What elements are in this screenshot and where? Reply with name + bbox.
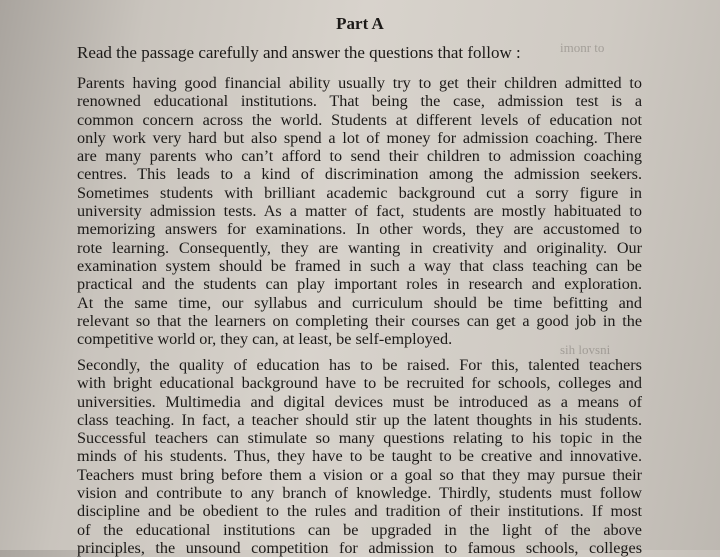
passage-line: Parents having good financial ability usually try to get their children admitted to bbox=[77, 74, 642, 92]
passage-paragraph-2 bbox=[77, 356, 642, 557]
passage-line: universities. Multimedia and digital devices must be introduced as a means of bbox=[77, 392, 642, 411]
passage-line: competitive world or, they can, at least, be self-employed. bbox=[77, 330, 453, 349]
passage-line: centres. This leads to a kind of discrimination among the admission seekers. bbox=[77, 165, 642, 184]
passage-line: principles, the unsound competition for admission to famous schools, colleges bbox=[77, 538, 642, 557]
passage-line: common concern across the world. Students at different levels of education not bbox=[77, 110, 642, 129]
passage-line: of the educational institutions can be upgraded in the light of the above bbox=[77, 520, 642, 539]
passage-line: At the same time, our syllabus and curriculum should be time befitting and bbox=[77, 293, 642, 312]
instruction-text: Read the passage carefully and answer the questions that follow : bbox=[77, 43, 521, 62]
passage-line: minds of his students. Thus, they have to be taught to be creative and innovative. bbox=[77, 447, 642, 466]
passage-line: Secondly, the quality of education has to be raised. For this, talented teachers bbox=[77, 356, 642, 374]
passage-line: relevant so that the learners on completing their courses can get a good job in the bbox=[77, 311, 642, 330]
passage-line: discipline and be obedient to the rules and tradition of their institutions. If most bbox=[77, 502, 642, 521]
bleed-through-text: imonr to bbox=[560, 40, 605, 55]
passage-line: renowned educational institutions. That being the case, admission test is a bbox=[77, 92, 642, 111]
passage-line: practical and the students can play important roles in research and exploration. bbox=[77, 275, 642, 294]
part-title: Part A bbox=[336, 14, 384, 33]
passage-line: class teaching. In fact, a teacher should stir up the latent thoughts in his students. bbox=[77, 410, 642, 429]
passage-line: rote learning. Consequently, they are wanting in creativity and originality. Our bbox=[77, 238, 642, 257]
passage-line: Successful teachers can stimulate so many questions relating to his topic in the bbox=[77, 429, 642, 448]
passage-line: with bright educational background have to be recruited for schools, colleges and bbox=[77, 374, 642, 393]
passage-line: university admission tests. As a matter of fact, students are mostly habituated to bbox=[77, 202, 642, 221]
passage-line: Sometimes students with brilliant academic background cut a sorry figure in bbox=[77, 183, 642, 202]
bleed-through-text: sih lovsni bbox=[560, 342, 611, 357]
passage-line: memorizing answers for examinations. In other words, they are accustomed to bbox=[77, 220, 642, 239]
passage-line: Teachers must bring before them a vision or a goal so that they may pursue their bbox=[77, 465, 642, 484]
passage-line: examination system should be framed in such a way that class teaching can be bbox=[77, 256, 642, 275]
passage-line: vision and contribute to any branch of knowledge. Thirdly, students must follow bbox=[77, 484, 642, 503]
passage-paragraph-1 bbox=[77, 74, 642, 348]
passage-line: only work very hard but also spend a lot of money for admission coaching. There bbox=[77, 128, 642, 147]
passage-line: are many parents who can’t afford to send their children to admission coaching bbox=[77, 147, 642, 166]
